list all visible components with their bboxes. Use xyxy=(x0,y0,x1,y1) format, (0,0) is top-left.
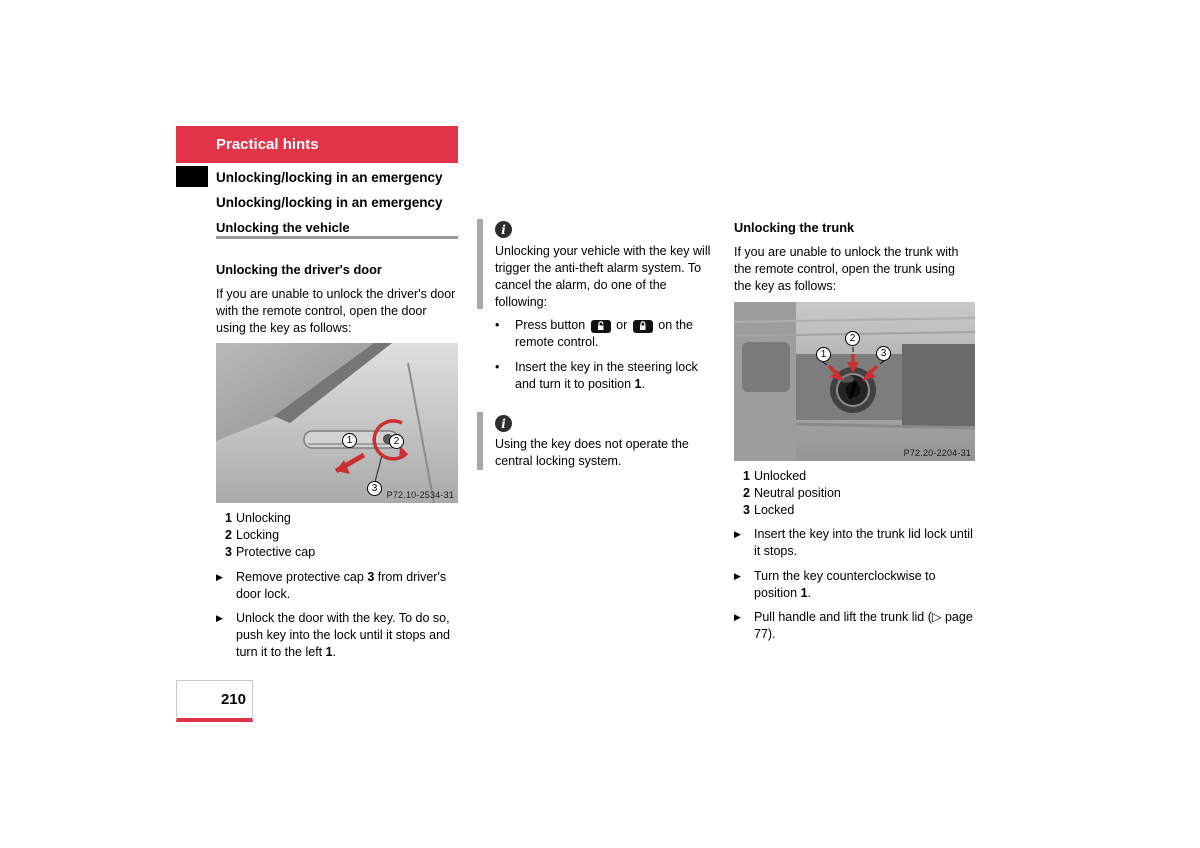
door-handle-illustration xyxy=(216,343,458,503)
step-text: Unlock the door with the key. To do so, push key into the lock until it stops and turn it to the left 1. xyxy=(236,611,451,659)
figure-code: P72.10-2534-31 xyxy=(386,490,454,500)
chapter-title: Unlocking/locking in an emergency xyxy=(216,170,443,185)
legend-item: 2 Neutral position xyxy=(743,486,841,500)
central-locking-note-text: Using the key does not operate the central locking system. xyxy=(495,437,689,468)
trunk-legend xyxy=(734,468,975,519)
door-legend xyxy=(216,510,458,561)
heading-unlocking-trunk: Unlocking the trunk xyxy=(734,220,855,235)
bullet-dot-icon: • xyxy=(495,318,500,332)
chapter-banner xyxy=(176,126,458,163)
bullet-press-button xyxy=(495,317,719,351)
step-insert-key-trunk xyxy=(734,526,978,560)
step-text: Pull handle and lift the trunk lid (▷ page 77). xyxy=(754,610,973,641)
note-bar xyxy=(477,412,483,470)
page-number-tab xyxy=(176,680,253,722)
step-text: Turn the key counterclockwise to position 1. xyxy=(754,569,936,600)
callout-3: 3 xyxy=(367,481,382,496)
bullet-insert-key xyxy=(495,359,719,393)
step-marker-icon: ▶ xyxy=(216,572,223,582)
step-marker-icon: ▶ xyxy=(734,571,741,581)
step-turn-key xyxy=(734,568,978,602)
section-title-unlocking-vehicle: Unlocking the vehicle xyxy=(216,220,350,235)
callout-2: 2 xyxy=(389,434,404,449)
lock-button-icon xyxy=(633,320,653,333)
callout-2: 2 xyxy=(845,331,860,346)
step-pull-handle xyxy=(734,609,978,643)
step-marker-icon: ▶ xyxy=(734,529,741,539)
chapter-banner-label: Practical hints xyxy=(216,136,319,153)
trunk-lock-illustration xyxy=(734,302,975,461)
heading-drivers-door: Unlocking the driver's door xyxy=(216,262,382,277)
legend-item: 2 Locking xyxy=(225,528,280,542)
bullet-text: Press button or on the remote control. xyxy=(515,318,694,349)
chapter-title-repeat: Unlocking/locking in an emergency xyxy=(216,195,443,210)
callout-1: 1 xyxy=(816,347,831,362)
step-marker-icon: ▶ xyxy=(216,613,223,623)
step-remove-cap xyxy=(216,569,461,603)
step-marker-icon: ▶ xyxy=(734,612,741,622)
figure-code: P72.20-2204-31 xyxy=(903,448,971,458)
figure-trunk-lock xyxy=(734,302,975,461)
alarm-note-text: Unlocking your vehicle with the key will trigger the anti-theft alarm system. To cancel the alarm, do one of the following: xyxy=(495,244,711,309)
trunk-intro: If you are unable to unlock the trunk with the remote control, open the trunk using the key as follows: xyxy=(734,245,959,293)
callout-1: 1 xyxy=(342,433,357,448)
step-unlock-door xyxy=(216,610,461,661)
figure-door-handle xyxy=(216,343,458,503)
legend-item: 3 Protective cap xyxy=(225,545,316,559)
note-bar xyxy=(477,219,483,309)
drivers-door-intro: If you are unable to unlock the driver's door with the remote control, open the door using the key as follows: xyxy=(216,287,456,335)
callout-3: 3 xyxy=(876,346,891,361)
legend-item: 1 Unlocking xyxy=(225,511,291,525)
info-icon: i xyxy=(495,221,512,238)
bullet-text: Insert the key in the steering lock and turn it to position 1. xyxy=(515,360,698,391)
page-number: 210 xyxy=(220,691,246,708)
bleed-tab-marker xyxy=(176,166,208,187)
unlock-button-icon xyxy=(591,320,611,333)
legend-item: 1 Unlocked xyxy=(743,469,807,483)
legend-item: 3 Locked xyxy=(743,503,795,517)
section-rule xyxy=(216,236,458,239)
step-text: Insert the key into the trunk lid lock until it stops. xyxy=(754,527,973,558)
step-text: Remove protective cap 3 from driver's door lock. xyxy=(236,570,447,601)
bullet-dot-icon: • xyxy=(495,360,500,374)
info-icon: i xyxy=(495,415,512,432)
